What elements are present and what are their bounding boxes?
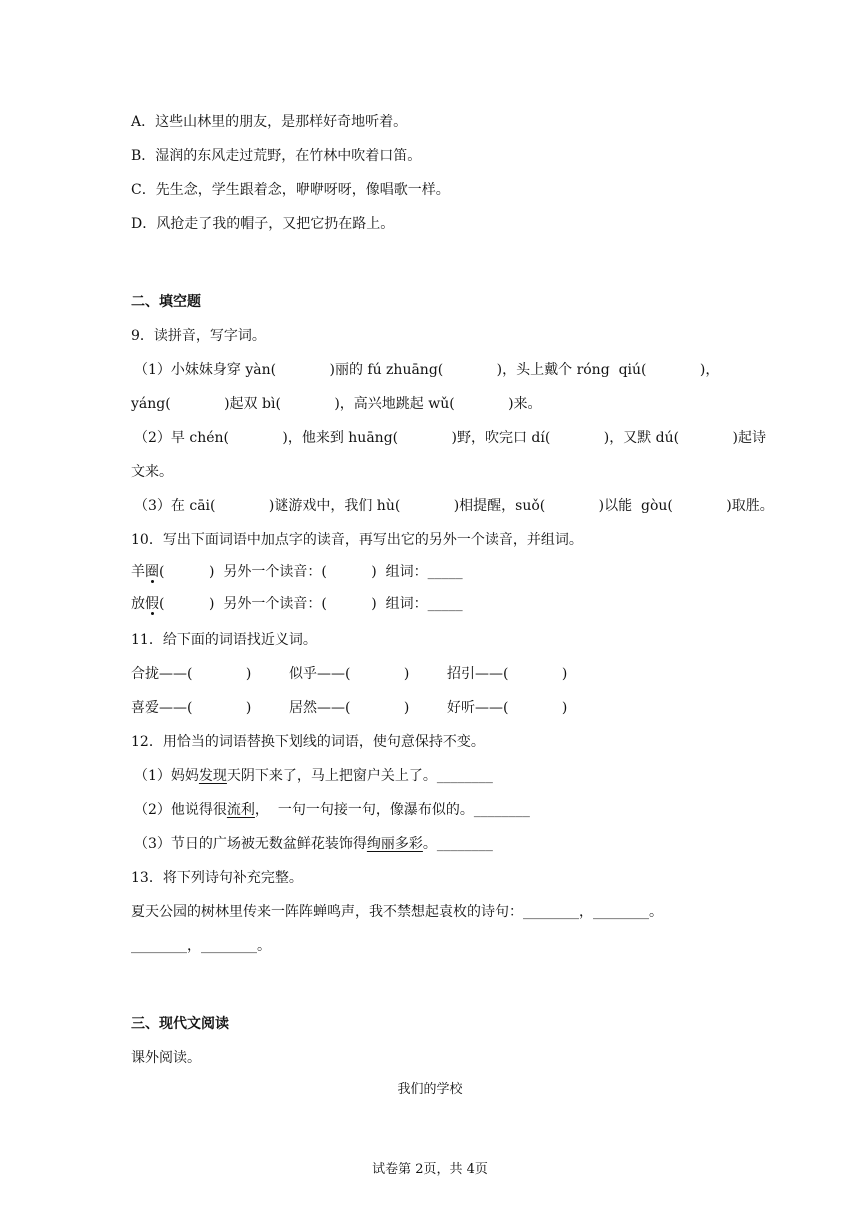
synonym-item: 合拢——( ): [131, 666, 252, 682]
question-9-line-4: 文来。: [131, 464, 173, 480]
question-10-stem: 10．写出下面词语中加点字的读音，再写出它的另外一个读音，并组词。: [131, 532, 583, 548]
question-12-stem: 12．用恰当的词语替换下划线的词语，使句意保持不变。: [131, 734, 485, 750]
word-blanks: ( ) 另外一个读音：( ) 组词：_____: [159, 596, 463, 612]
question-12-sentence-1: [134, 766, 493, 786]
option-b: B．湿润的东风走过荒野，在竹林中吹着口笛。: [131, 148, 422, 164]
question-13-line-2: ________，________。: [131, 938, 271, 954]
word-blanks: ( ) 另外一个读音：( ) 组词：_____: [159, 564, 463, 580]
sentence-text: （3）节日的广场被无数盆鲜花装饰得: [134, 836, 367, 852]
option-d: D．风抢走了我的帽子，又把它扔在路上。: [131, 216, 395, 232]
underlined-word: 绚丽多彩: [366, 836, 423, 852]
option-a: A．这些山林里的朋友，是那样好奇地听着。: [131, 114, 408, 130]
question-11-stem: 11．给下面的词语找近义词。: [131, 632, 317, 648]
question-9-line-3: （2）早 chén( )，他来到 huāng( )野，吹完口 dí( )，又默 dú( )起诗: [134, 430, 766, 446]
option-c: C．先生念，学生跟着念，咿咿呀呀，像唱歌一样。: [131, 182, 450, 198]
synonym-item: 喜爱——( ): [131, 700, 252, 716]
synonym-item: 居然——( ): [289, 700, 410, 716]
question-13-line-1: 夏天公园的树林里传来一阵阵蝉鸣声，我不禁想起袁枚的诗句：________，________。: [131, 904, 663, 920]
dotted-character: 圈: [145, 564, 159, 580]
question-10-word-2: [131, 594, 463, 614]
sentence-text: （1）妈妈: [134, 768, 199, 784]
question-9-line-1: （1）小妹妹身穿 yàn( )丽的 fú zhuāng( )，头上戴个 róng qiú( )，: [134, 362, 720, 378]
word-prefix: 放: [131, 596, 145, 612]
question-9-line-2: yáng( )起双 bì( )，高兴地跳起 wǔ( )来。: [131, 396, 542, 412]
question-13-stem: 13．将下列诗句补充完整。: [131, 870, 303, 886]
section-heading-fill-blank: 二、填空题: [131, 294, 201, 310]
question-11-row-1: [131, 664, 567, 684]
reading-intro: 课外阅读。: [131, 1050, 201, 1066]
dotted-character: 假: [145, 596, 159, 612]
question-12-sentence-2: [134, 800, 530, 820]
word-prefix: 羊: [131, 564, 145, 580]
question-11-row-2: [131, 698, 567, 718]
question-10-word-1: [131, 562, 463, 582]
synonym-item: 招引——( ): [447, 666, 568, 682]
synonym-item: 似乎——( ): [289, 666, 410, 682]
section-heading-modern-reading: 三、现代文阅读: [131, 1016, 229, 1032]
question-12-sentence-3: [134, 834, 493, 854]
underlined-word: 流利: [226, 802, 255, 818]
question-9-line-5: （3）在 cāi( )谜游戏中，我们 hù( )相提醒，suǒ( )以能 gòu( )取胜。: [134, 498, 774, 514]
sentence-text: （2）他说得很: [134, 802, 227, 818]
question-9-stem: 9．读拼音，写字词。: [131, 328, 266, 344]
sentence-text: 。________: [422, 836, 493, 852]
sentence-text: 天阴下来了，马上把窗户关上了。________: [226, 768, 493, 784]
sentence-text: ， 一句一句接一句，像瀑布似的。________: [254, 802, 530, 818]
passage-title: 我们的学校: [397, 1082, 463, 1097]
underlined-word: 发现: [198, 768, 227, 784]
synonym-item: 好听——( ): [447, 700, 568, 716]
page-footer: 试卷第 2页，共 4页: [372, 1162, 488, 1177]
